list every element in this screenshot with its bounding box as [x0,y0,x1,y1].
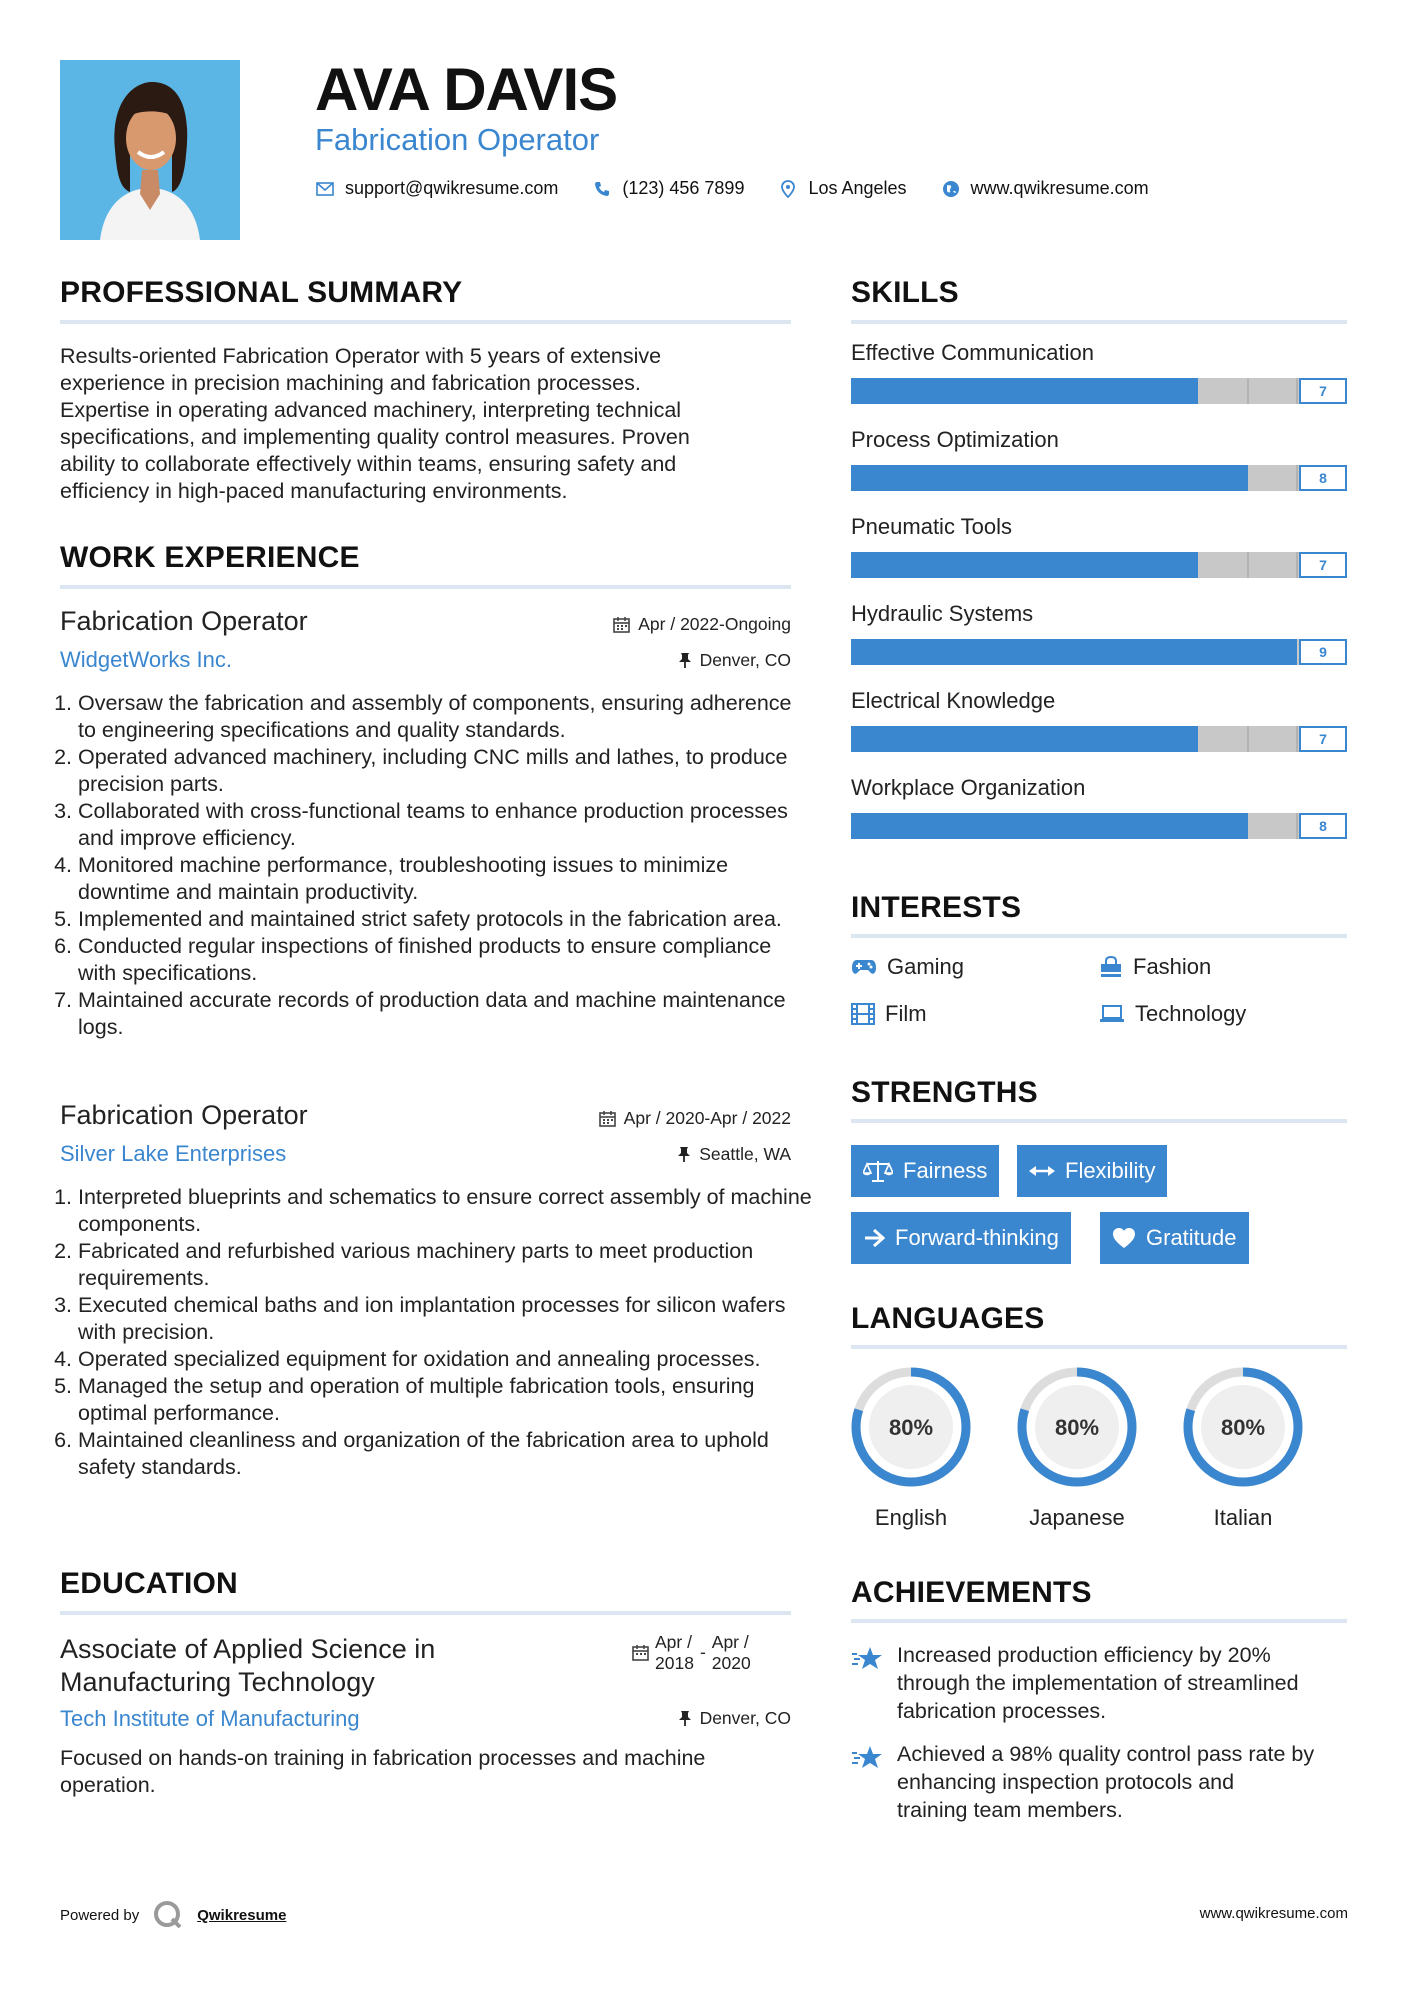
skill-bar-divider [1247,378,1249,404]
skill-bar-divider [1247,552,1249,578]
job-responsibilities [60,690,813,1041]
experience-rule [60,585,791,589]
summary-line: Results-oriented Fabrication Operator with 5 years of extensive [60,344,662,368]
skill-bar-fill [851,465,1248,491]
language-percent: 80% [1220,1415,1266,1440]
map-pin-icon [778,179,798,199]
contact-bar [315,178,1149,199]
language-ring [841,1362,981,1492]
powered-by-label: Powered by [60,1906,140,1924]
achievement-item [851,1641,1351,1725]
degree-title [60,1633,435,1699]
strength-forward-thinking [851,1212,1071,1264]
job-location-text: Denver, CO [699,650,791,670]
skill-item [851,601,1347,665]
skill-bar-fill [851,552,1198,578]
languages-list [841,1362,1361,1542]
arrow-right-icon [863,1228,885,1248]
language-ring [1173,1362,1313,1492]
interests-heading: INTERESTS [851,891,1022,924]
gamepad-icon [851,958,877,976]
skill-bar [851,813,1347,839]
degree-line: Associate of Applied Science in [60,1634,436,1664]
skill-bar-fill [851,726,1198,752]
job-responsibilities [60,1184,813,1481]
skills-heading: SKILLS [851,276,959,309]
strength-fairness [851,1145,999,1197]
interest-label: Film [885,1001,927,1026]
description-line: Focused on hands-on training in fabrication processes and machine [60,1746,706,1770]
skill-level-badge: 7 [1299,726,1347,752]
education-location [500,1708,791,1729]
language-percent: 80% [1054,1415,1100,1440]
skill-label: Hydraulic Systems [851,601,1034,626]
interest-label: Gaming [887,954,965,979]
calendar-icon [599,1110,616,1127]
qwikresume-link[interactable]: Qwikresume [197,1906,287,1924]
date-part: Apr / [655,1632,692,1652]
skill-bar [851,726,1347,752]
skill-level-badge: 7 [1299,552,1347,578]
job-dates [480,1108,791,1129]
experience-heading: WORK EXPERIENCE [60,541,360,574]
calendar-icon [632,1644,649,1661]
education-location-text: Denver, CO [699,1708,791,1728]
strength-flexibility [1017,1145,1167,1197]
skill-label: Electrical Knowledge [851,688,1056,713]
calendar-icon [613,616,630,633]
strength-label: Gratitude [1146,1225,1237,1250]
interest-gaming [851,954,964,980]
skill-bar-fill [851,639,1297,665]
skill-level-badge: 8 [1299,813,1347,839]
list-item: 6. Maintained cleanliness and organization of the fabrication area to uphold safety standards. [78,1427,813,1481]
school-name: Tech Institute of Manufacturing [60,1706,360,1731]
strength-gratitude [1100,1212,1249,1264]
phone-number: (123) 456 7899 [622,178,745,198]
job-dates-text: Apr / 2020-Apr / 2022 [623,1108,791,1128]
job-dates [500,614,791,635]
skill-bar [851,378,1347,404]
strength-label: Flexibility [1065,1158,1156,1183]
strength-label: Fairness [903,1158,988,1183]
strengths-rule [851,1119,1347,1123]
list-item: 5. Implemented and maintained strict safety protocols in the fabrication area. [78,906,813,933]
skill-bar [851,465,1347,491]
date-part: Apr / [711,1632,749,1652]
location-text: Los Angeles [808,178,907,198]
summary-line: Expertise in operating advanced machinery, interpreting technical [60,398,682,422]
education-dates [632,1632,792,1674]
date-part: 2018 [655,1653,694,1673]
summary-line: efficiency in high-paced manufacturing environments. [60,479,568,503]
achievement-line: fabrication processes. [897,1699,1107,1723]
skill-level-badge: 8 [1299,465,1347,491]
language-name: English [874,1505,948,1530]
achievement-line: Increased production efficiency by 20% [897,1643,1271,1667]
skill-label: Process Optimization [851,427,1059,452]
arrows-horizontal-icon [1029,1164,1055,1178]
skill-label: Workplace Organization [851,775,1086,800]
summary-text [60,343,795,505]
education-description [60,1745,795,1799]
summary-rule [60,320,791,324]
list-item: 6. Conducted regular inspections of finished products to ensure compliance with specifications. [78,933,813,987]
email-icon [315,179,335,199]
strengths-heading: STRENGTHS [851,1076,1038,1109]
candidate-role: Fabrication Operator [315,122,600,157]
languages-rule [851,1345,1347,1349]
skill-bar-fill [851,378,1198,404]
list-item: 4. Monitored machine performance, troubleshooting issues to minimize downtime and maintain productivity. [78,852,813,906]
footer-url[interactable]: www.qwikresume.com [1199,1905,1348,1922]
skill-level-badge: 9 [1299,639,1347,665]
achievement-item [851,1740,1351,1824]
candidate-name: AVA DAVIS [315,56,618,123]
list-item: 3. Executed chemical baths and ion implantation processes for silicon wafers with precision. [78,1292,813,1346]
list-item: 5. Managed the setup and operation of multiple fabrication tools, ensuring optimal performance. [78,1373,813,1427]
job-title: Fabrication Operator [60,1100,308,1130]
achievement-line: through the implementation of streamlined [897,1671,1299,1695]
job-location [500,1144,791,1165]
star-badge-icon [851,1744,883,1770]
language-percent: 80% [888,1415,934,1440]
interest-fashion [1099,954,1211,980]
job-title: Fabrication Operator [60,606,308,636]
achievement-line: enhancing inspection protocols and [897,1770,1235,1794]
achievements-rule [851,1619,1347,1623]
date-part: 2020 [711,1653,751,1673]
strength-label: Forward-thinking [895,1225,1059,1250]
job-dates-text: Apr / 2022-Ongoing [638,614,791,634]
list-item: 3. Collaborated with cross-functional teams to enhance production processes and improve efficiency. [78,798,813,852]
achievement-line: training team members. [897,1798,1123,1822]
summary-line: specifications, and implementing quality control measures. Proven [60,425,690,449]
skill-item [851,427,1347,491]
star-badge-icon [851,1645,883,1671]
film-icon [851,1003,875,1025]
skill-item [851,514,1347,578]
job-location [500,650,791,671]
website-link[interactable]: www.qwikresume.com [970,178,1149,198]
language-name: Italian [1213,1505,1273,1530]
interests-rule [851,934,1347,938]
skills-rule [851,320,1347,324]
list-item: 2. Fabricated and refurbished various machinery parts to meet production requirements. [78,1238,813,1292]
pushpin-icon [677,1146,691,1163]
footer-left [60,1900,286,1930]
date-dash: - [699,1642,706,1662]
heart-icon [1112,1227,1136,1249]
job-location-text: Seattle, WA [699,1144,791,1164]
achievement-text [897,1641,1299,1725]
language-item [841,1362,981,1531]
interest-film [851,1001,927,1027]
description-line: operation. [60,1773,156,1797]
company-name: WidgetWorks Inc. [60,647,232,672]
list-item: 2. Operated advanced machinery, including CNC mills and lathes, to produce precision parts. [78,744,813,798]
list-item: 7. Maintained accurate records of production data and machine maintenance logs. [78,987,813,1041]
degree-line: Manufacturing Technology [60,1667,375,1697]
language-name: Japanese [1029,1505,1125,1530]
skill-item [851,775,1347,839]
profile-photo [60,60,240,240]
skill-item [851,688,1347,752]
languages-heading: LANGUAGES [851,1302,1045,1335]
summary-line: experience in precision machining and fabrication processes. [60,371,641,395]
list-item: 1. Interpreted blueprints and schematics to ensure correct assembly of machine components. [78,1184,813,1238]
language-item [1007,1362,1147,1531]
achievements-heading: ACHIEVEMENTS [851,1576,1092,1609]
qwikresume-logo-icon [153,1900,183,1930]
education-end [712,1632,751,1674]
list-item: 1. Oversaw the fabrication and assembly of components, ensuring adherence to engineering specifications and quality standards. [78,690,813,744]
interest-label: Fashion [1133,954,1212,979]
education-start [655,1632,694,1674]
shopping-bag-icon [1099,956,1123,978]
list-item: 4. Operated specialized equipment for oxidation and annealing processes. [78,1346,813,1373]
interest-label: Technology [1135,1001,1247,1026]
summary-heading: PROFESSIONAL SUMMARY [60,276,463,309]
summary-line: ability to collaborate effectively within teams, ensuring safety and [60,452,677,476]
achievement-line: Achieved a 98% quality control pass rate by [897,1742,1315,1766]
laptop-icon [1099,1004,1125,1024]
pushpin-icon [678,652,692,669]
pushpin-icon [678,1710,692,1727]
skill-label: Pneumatic Tools [851,514,1013,539]
email-link[interactable]: support@qwikresume.com [345,178,559,198]
language-ring [1007,1362,1147,1492]
education-rule [60,1611,791,1615]
education-heading: EDUCATION [60,1567,238,1600]
company-name: Silver Lake Enterprises [60,1141,287,1166]
skill-level-badge: 7 [1299,378,1347,404]
achievement-text [897,1740,1314,1824]
skill-bar [851,639,1347,665]
globe-icon [941,179,961,199]
skill-bar [851,552,1347,578]
skill-item [851,340,1347,404]
interest-technology [1099,1001,1246,1027]
skill-bar-divider [1247,726,1249,752]
scale-icon [863,1159,893,1183]
language-item [1173,1362,1313,1531]
phone-icon [592,179,612,199]
skill-bar-fill [851,813,1248,839]
skill-label: Effective Communication [851,340,1094,365]
